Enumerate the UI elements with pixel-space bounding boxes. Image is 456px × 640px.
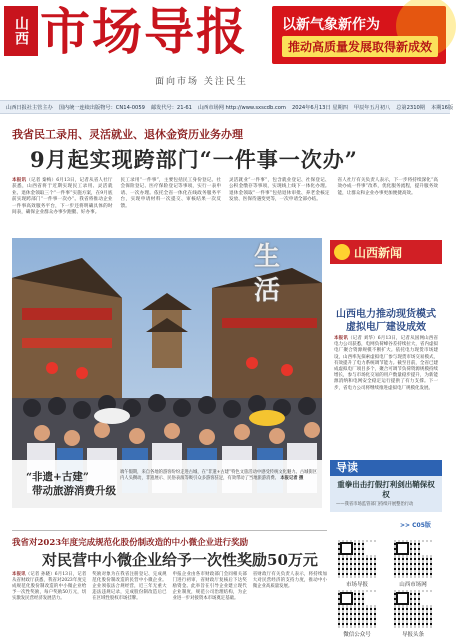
- bottom-paragraph: 奖励对象为在我省注册登记、完成规范化股份制改造的民营中小微企业。企业须依法合规经营，近三年无重大违法违规记录，完成股份制改造后已在区域性股权市场挂牌。: [92, 572, 167, 601]
- photo-note: 端午假期，来自各地的游客纷纷走进古城，在“非遗+古建”特色文旅活动中感受传统文化魅力。古城街区内人头攒动，非遗展示、民俗表演等吸引众多游客驻足，有效带动了当地旅游消费。 本报记者 摄: [120, 470, 318, 481]
- info-item: 邮发代号：21-61: [150, 104, 192, 111]
- photo-credit: 本报记者 摄: [280, 476, 304, 481]
- bottom-body: [12, 572, 327, 638]
- newspaper-logo: 山西: [4, 6, 38, 56]
- lead-body: [12, 178, 438, 236]
- bottom-paragraph: 申报企业由各市财政部门会同相关部门进行初审，省财政厅复核后下达奖励资金。此举旨在引导企业建立现代企业制度，规范公司治理结构，为企业进一步对接资本市场奠定基础。: [172, 572, 247, 601]
- masthead: [0, 0, 450, 98]
- qr-code[interactable]: 市场导报: [334, 540, 380, 588]
- info-item: 2024年6月13日 星期四: [292, 104, 348, 111]
- banner-line-2: 推动高质量发展取得新成效: [282, 36, 438, 57]
- vertical-label: 生活: [254, 242, 281, 306]
- info-item: 甲辰年五月初八: [353, 104, 391, 111]
- qr-code[interactable]: 山西市场网: [390, 540, 436, 588]
- section-divider: [12, 530, 327, 531]
- right-body: 本报讯（记者 刘华）6月13日，记者从国网山西省电力公司获悉，电网负荷峰谷差持续拉大，省内虚拟电厂聚合资源规模不断扩大。依托电力现货市场建设，山西率先探索虚拟电厂参与现货市场交易模式，有效提升了电力系统调节能力。截至目前，全省已建成虚拟电厂项目多个，聚合可调节负荷资源规模持续增长，参与市场化交易的用户数量稳步提升，为新能源消纳和电网安全稳定运行提供了有力支撑。下一步，省电力公司将继续推进虚拟电厂规模化发展。: [334, 336, 438, 391]
- byline: 本报讯: [12, 178, 27, 183]
- guide-page-ref[interactable]: >> C05版: [400, 522, 431, 529]
- qr-code-icon: [394, 590, 432, 628]
- caption-line-2: 带动旅游消费升级: [32, 485, 116, 497]
- section-tag: [330, 240, 442, 264]
- byline: 本报讯: [334, 336, 349, 341]
- qr-code-icon: [338, 540, 376, 578]
- info-item: 山西日报社主管主办: [6, 104, 53, 111]
- qr-code-icon: [394, 540, 432, 578]
- qr-code[interactable]: 导报头条: [390, 590, 436, 638]
- promo-banner[interactable]: [272, 6, 446, 64]
- bottom-kicker: 我省对2023年度完成规范化股份制改造的中小微企业进行奖励: [12, 538, 249, 548]
- bottom-paragraph: 本报讯（记者 孙晓）6月13日，记者从省财政厅获悉，我省对2023年度完成规范化股份制改造的中小微企业给予一次性奖励，每户奖励50万元，切实激发民营经济发展活力。: [12, 572, 87, 601]
- info-item: 本期16版: [430, 104, 454, 111]
- info-item[interactable]: 山西市场网 http://www.sxscdb.com: [197, 104, 286, 111]
- guide-title: 导读: [330, 460, 442, 476]
- issue-info-bar: [0, 100, 454, 114]
- guide-headline[interactable]: 重拳出击打假打利剑出鞘保权权: [337, 480, 435, 499]
- qr-code-icon: [338, 590, 376, 628]
- lead-headline[interactable]: 9月起实现跨部门“一件事一次办”: [30, 147, 358, 172]
- right-headline[interactable]: 山西电力推动现货模式虚拟电厂建设成效: [336, 309, 436, 333]
- lead-paragraph: 本报讯（记者 秦梅）6月13日，记者从省人社厅获悉，山西省将于近期实现民工录用、灵活就业、退休金领取三个“一件事”实施方案，在9月底前实现跨部门“一件事一次办”。我省将推动企业一件事高效服务平台，下一步还将明确具体的时间表，确保企业群众办事少跑腿、好办事。: [12, 178, 113, 216]
- caption-line-1: “非遗+古建”: [26, 471, 89, 483]
- lead-paragraph: 民工录用“一件事”，主要包括民工身份登记、社会保险登记、医疗保险登记等事项，实行一表申请、一次办理。依托全省一体化在线政务服务平台，实现申请材料一次提交、审核结果一次反馈。: [120, 178, 221, 209]
- lead-paragraph: 灵活就业“一件事”，包含就业登记、社保登记、公积金缴存等事项，实现线上线下一体化办理。退休金领取“一件事”包括退休审批、养老金核定发放、医保待遇变更等，一次申请全部办结。: [229, 178, 330, 203]
- qr-code-area: [330, 540, 442, 636]
- byline: 本报讯: [12, 572, 26, 577]
- section-tag-label: 山西新闻: [354, 246, 403, 260]
- guide-box[interactable]: [330, 460, 442, 512]
- qr-code[interactable]: 微信公众号: [334, 590, 380, 638]
- bottom-paragraph: 省财政厅有关负责人表示，将持续加大对民营经济的支持力度，推动中小微企业高质量发展。: [252, 572, 327, 589]
- newspaper-slogan: 面向市场 关注民生: [155, 77, 248, 87]
- lead-paragraph: 省人社厅有关负责人表示，下一步将持续深化“高效办成一件事”改革，优化服务流程，提升服务效能，让群众和企业办事更加便捷高效。: [337, 178, 438, 196]
- bottom-headline[interactable]: 对民营中小微企业给予一次性奖励50万元: [42, 551, 318, 569]
- photo-caption: [26, 470, 116, 498]
- flower-icon: [334, 244, 350, 260]
- guide-subline: ——我省市场监管部门持续开展整治行动: [336, 502, 414, 507]
- info-item: 国内统一连续出版物号：CN14-0059: [58, 104, 145, 111]
- newspaper-title: 市场导报: [40, 2, 248, 61]
- banner-line-1: 以新气象新作为: [282, 17, 380, 33]
- lead-kicker: 我省民工录用、灵活就业、退休金资历业务办理: [12, 128, 243, 141]
- info-item: 总第2310期: [396, 104, 425, 111]
